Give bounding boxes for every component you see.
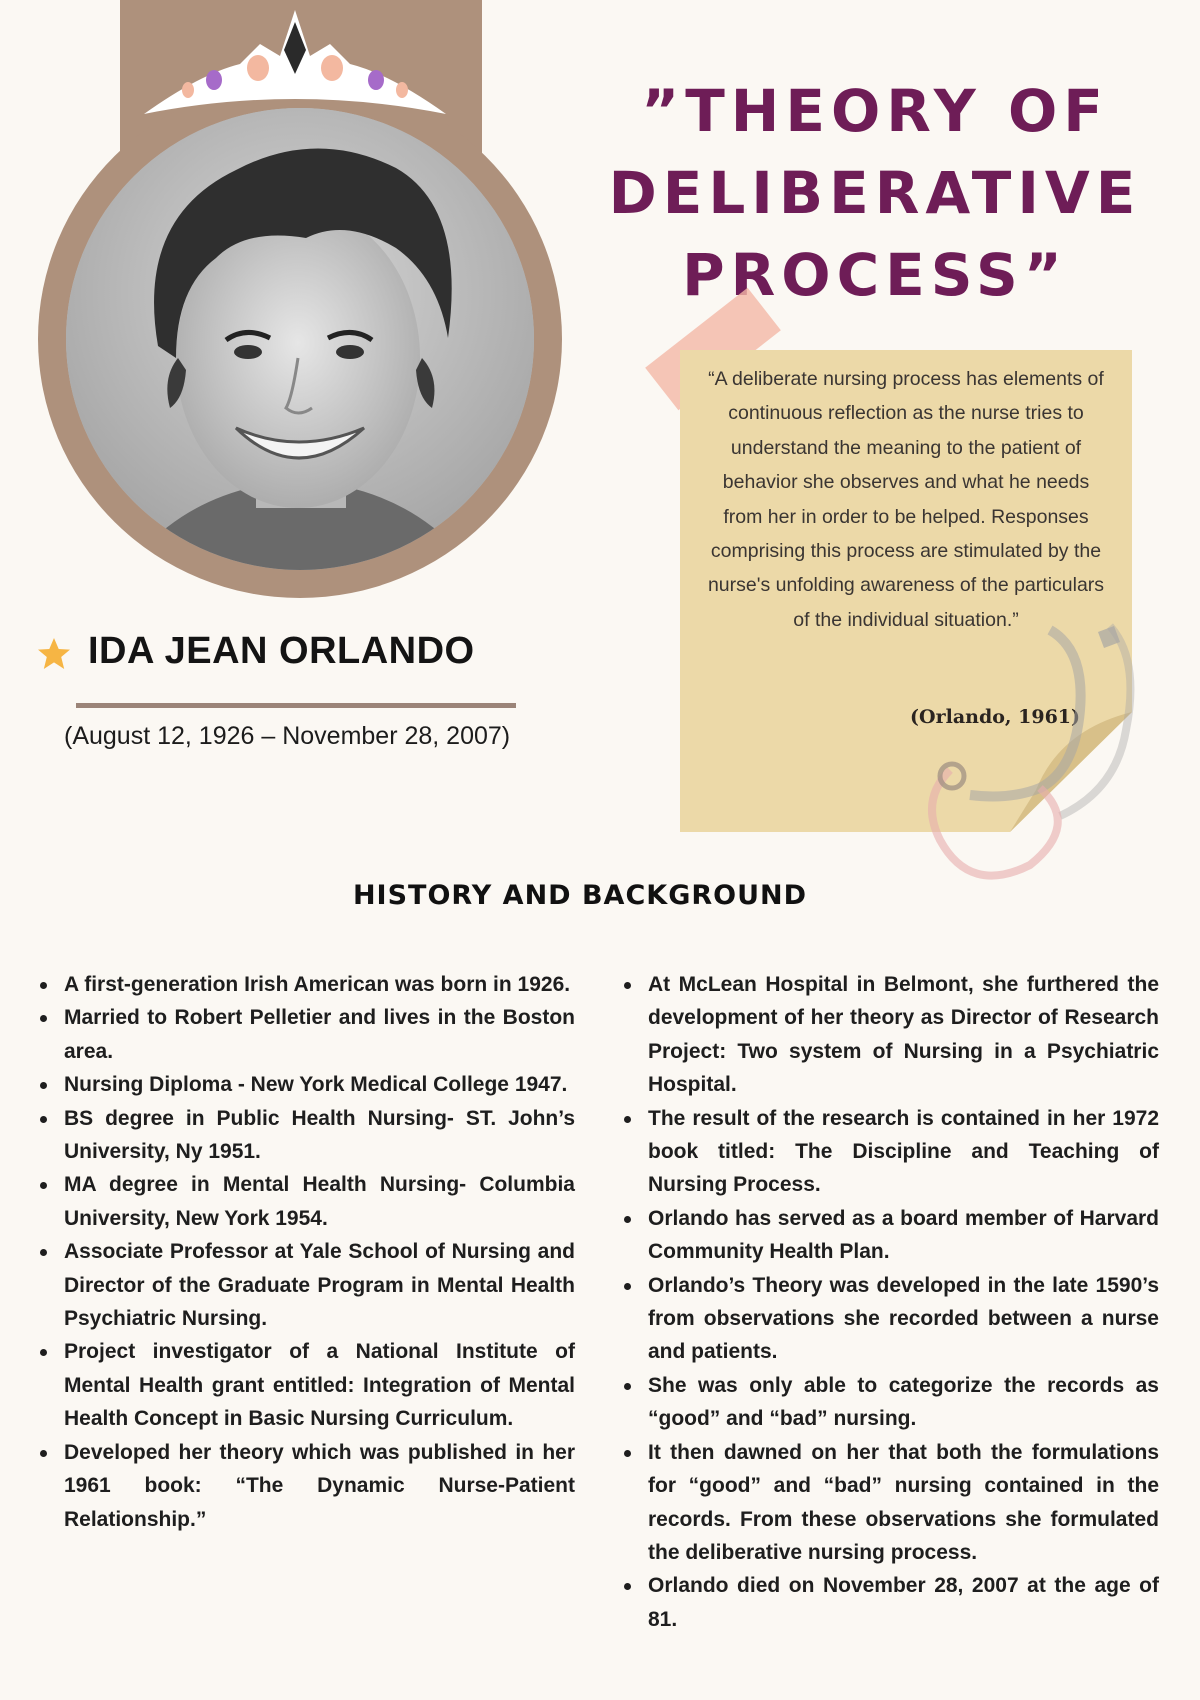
- history-item: She was only able to categorize the records as “good” and “bad” nursing.: [624, 1369, 1159, 1436]
- stethoscope-icon: [890, 620, 1180, 910]
- quote-text: “A deliberate nursing process has elements of continuous reflection as the nurse tries to understand the meaning to the patient of behavior she observes and what he needs from her in order to be helped. Responses comprising this process are stimulated by the nurse's unfolding awareness of the particulars of the individual situation.”: [707, 368, 1105, 631]
- tiara-icon: [140, 4, 450, 126]
- history-item: Project investigator of a National Institute of Mental Health grant entitled: Integration of Mental Health Concept in Basic Nursing Curriculum.: [40, 1335, 575, 1435]
- person-name: IDA JEAN ORLANDO: [88, 630, 475, 672]
- history-item: BS degree in Public Health Nursing- ST. John’s University, Ny 1951.: [40, 1102, 575, 1169]
- history-item: Associate Professor at Yale School of Nursing and Director of the Graduate Program in Mental Health Psychiatric Nursing.: [40, 1235, 575, 1335]
- history-item: It then dawned on her that both the formulations for “good” and “bad” nursing contained in the records. From these observations she formulated the deliberative nursing process.: [624, 1436, 1159, 1570]
- history-item: Nursing Diploma - New York Medical College 1947.: [40, 1068, 575, 1101]
- quote-citation: (Orlando, 1961): [910, 706, 1080, 728]
- title-line-1: ”THEORY OF: [641, 77, 1109, 145]
- history-item: A first-generation Irish American was born in 1926.: [40, 968, 575, 1001]
- history-item: MA degree in Mental Health Nursing- Columbia University, New York 1954.: [40, 1168, 575, 1235]
- history-item: Orlando has served as a board member of Harvard Community Health Plan.: [624, 1202, 1159, 1269]
- history-item: The result of the research is contained in her 1972 book titled: The Discipline and Teaching of Nursing Process.: [624, 1102, 1159, 1202]
- history-item: Orlando’s Theory was developed in the late 1590’s from observations she recorded between a nurse and patients.: [624, 1269, 1159, 1369]
- portrait-photo: [66, 108, 534, 570]
- page-title: [590, 70, 1160, 316]
- history-item: Orlando died on November 28, 2007 at the age of 81.: [624, 1569, 1159, 1636]
- history-item: Developed her theory which was published in her 1961 book: “The Dynamic Nurse-Patient Relationship.”: [40, 1436, 575, 1536]
- history-item: At McLean Hospital in Belmont, she furthered the development of her theory as Director of Research Project: Two system of Nursing in a Psychiatric Hospital.: [624, 968, 1159, 1102]
- history-list-left: [40, 968, 575, 1536]
- history-list-right: [624, 968, 1159, 1636]
- person-dates: (August 12, 1926 – November 28, 2007): [64, 722, 511, 750]
- title-line-2: DELIBERATIVE: [608, 159, 1142, 227]
- title-line-3: PROCESS”: [682, 241, 1068, 309]
- name-divider: [76, 703, 516, 708]
- section-title: HISTORY AND BACKGROUND: [352, 880, 808, 911]
- star-icon: [36, 636, 72, 672]
- history-item: Married to Robert Pelletier and lives in the Boston area.: [40, 1001, 575, 1068]
